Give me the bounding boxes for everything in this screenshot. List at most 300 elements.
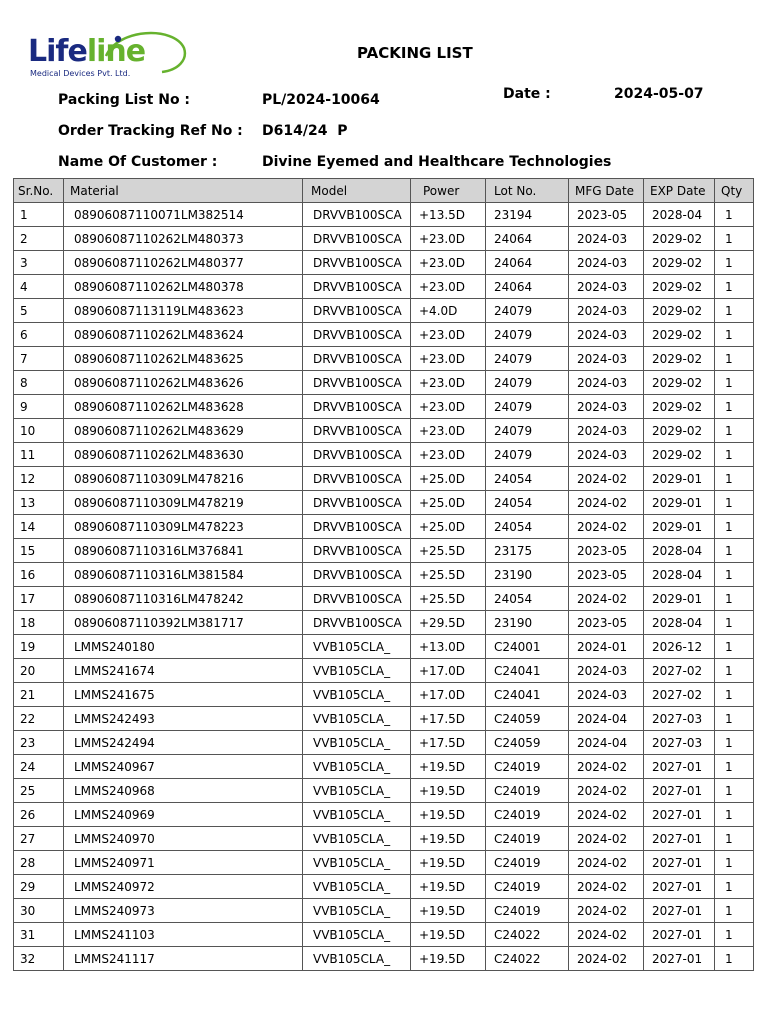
cell-lot-no: C24019 — [486, 755, 569, 779]
packing-items-table — [13, 178, 754, 971]
cell-sr-no: 29 — [14, 875, 64, 899]
cell-qty: 1 — [715, 539, 754, 563]
cell-power: +23.0D — [411, 227, 486, 251]
cell-qty: 1 — [715, 467, 754, 491]
cell-power: +25.5D — [411, 563, 486, 587]
cell-qty: 1 — [715, 299, 754, 323]
cell-qty: 1 — [715, 515, 754, 539]
cell-sr-no: 16 — [14, 563, 64, 587]
cell-lot-no: 24079 — [486, 395, 569, 419]
cell-model: DRVVB100SCA — [303, 347, 411, 371]
cell-material: LMMS240967 — [64, 755, 303, 779]
cell-qty: 1 — [715, 419, 754, 443]
cell-lot-no: 24064 — [486, 251, 569, 275]
cell-qty: 1 — [715, 755, 754, 779]
table-row — [14, 659, 754, 683]
col-header-qty: Qty — [715, 179, 754, 203]
col-header-sr-no: Sr.No. — [14, 179, 64, 203]
cell-lot-no: 24079 — [486, 419, 569, 443]
cell-sr-no: 8 — [14, 371, 64, 395]
cell-qty: 1 — [715, 395, 754, 419]
cell-mfg-date: 2024-03 — [569, 227, 644, 251]
cell-qty: 1 — [715, 779, 754, 803]
cell-exp-date: 2027-01 — [644, 851, 715, 875]
cell-mfg-date: 2024-02 — [569, 875, 644, 899]
table-row — [14, 203, 754, 227]
cell-power: +4.0D — [411, 299, 486, 323]
order-ref-value: D614/24 P — [262, 123, 348, 139]
cell-model: DRVVB100SCA — [303, 467, 411, 491]
table-row — [14, 923, 754, 947]
cell-lot-no: 23190 — [486, 611, 569, 635]
cell-material: LMMS240968 — [64, 779, 303, 803]
cell-material: LMMS241117 — [64, 947, 303, 971]
cell-material: 08906087110262LM483624 — [64, 323, 303, 347]
cell-qty: 1 — [715, 827, 754, 851]
table-row — [14, 635, 754, 659]
cell-sr-no: 6 — [14, 323, 64, 347]
cell-power: +23.0D — [411, 251, 486, 275]
cell-sr-no: 17 — [14, 587, 64, 611]
cell-material: LMMS242493 — [64, 707, 303, 731]
cell-mfg-date: 2024-03 — [569, 371, 644, 395]
cell-qty: 1 — [715, 347, 754, 371]
cell-model: VVB105CLA_ — [303, 683, 411, 707]
cell-sr-no: 21 — [14, 683, 64, 707]
cell-sr-no: 2 — [14, 227, 64, 251]
cell-lot-no: 24064 — [486, 275, 569, 299]
cell-model: VVB105CLA_ — [303, 923, 411, 947]
cell-mfg-date: 2024-03 — [569, 347, 644, 371]
cell-power: +19.5D — [411, 899, 486, 923]
packing-list-no-label: Packing List No : — [58, 92, 191, 108]
cell-material: LMMS240972 — [64, 875, 303, 899]
cell-lot-no: C24019 — [486, 851, 569, 875]
table-row — [14, 707, 754, 731]
cell-exp-date: 2029-02 — [644, 443, 715, 467]
col-header-mfg-date: MFG Date — [569, 179, 644, 203]
cell-model: VVB105CLA_ — [303, 851, 411, 875]
col-header-power: Power — [411, 179, 486, 203]
cell-model: DRVVB100SCA — [303, 323, 411, 347]
cell-sr-no: 5 — [14, 299, 64, 323]
cell-exp-date: 2028-04 — [644, 539, 715, 563]
cell-mfg-date: 2024-02 — [569, 851, 644, 875]
cell-exp-date: 2027-01 — [644, 755, 715, 779]
cell-material: LMMS241103 — [64, 923, 303, 947]
table-row — [14, 251, 754, 275]
cell-power: +23.0D — [411, 443, 486, 467]
cell-mfg-date: 2024-02 — [569, 467, 644, 491]
cell-sr-no: 27 — [14, 827, 64, 851]
cell-lot-no: 24079 — [486, 443, 569, 467]
cell-power: +19.5D — [411, 779, 486, 803]
cell-qty: 1 — [715, 491, 754, 515]
cell-power: +23.0D — [411, 275, 486, 299]
table-row — [14, 539, 754, 563]
cell-mfg-date: 2023-05 — [569, 203, 644, 227]
cell-lot-no: C24059 — [486, 731, 569, 755]
cell-sr-no: 11 — [14, 443, 64, 467]
cell-power: +23.0D — [411, 347, 486, 371]
cell-material: 08906087110309LM478223 — [64, 515, 303, 539]
cell-material: LMMS240969 — [64, 803, 303, 827]
table-row — [14, 395, 754, 419]
cell-material: 08906087110309LM478216 — [64, 467, 303, 491]
cell-mfg-date: 2024-03 — [569, 419, 644, 443]
cell-power: +13.0D — [411, 635, 486, 659]
cell-exp-date: 2029-02 — [644, 347, 715, 371]
cell-lot-no: 24054 — [486, 515, 569, 539]
cell-exp-date: 2027-01 — [644, 875, 715, 899]
table-row — [14, 419, 754, 443]
cell-exp-date: 2027-02 — [644, 659, 715, 683]
table-row — [14, 467, 754, 491]
cell-exp-date: 2028-04 — [644, 563, 715, 587]
table-row — [14, 515, 754, 539]
cell-model: DRVVB100SCA — [303, 587, 411, 611]
cell-sr-no: 12 — [14, 467, 64, 491]
cell-power: +13.5D — [411, 203, 486, 227]
cell-sr-no: 31 — [14, 923, 64, 947]
table-row — [14, 851, 754, 875]
cell-exp-date: 2029-02 — [644, 323, 715, 347]
cell-exp-date: 2027-01 — [644, 899, 715, 923]
cell-exp-date: 2029-01 — [644, 587, 715, 611]
cell-mfg-date: 2024-02 — [569, 827, 644, 851]
cell-exp-date: 2028-04 — [644, 611, 715, 635]
cell-lot-no: C24022 — [486, 923, 569, 947]
cell-qty: 1 — [715, 659, 754, 683]
cell-model: DRVVB100SCA — [303, 227, 411, 251]
cell-material: 08906087110316LM376841 — [64, 539, 303, 563]
cell-qty: 1 — [715, 371, 754, 395]
cell-lot-no: C24019 — [486, 779, 569, 803]
cell-mfg-date: 2024-04 — [569, 707, 644, 731]
cell-sr-no: 30 — [14, 899, 64, 923]
cell-material: 08906087110262LM480377 — [64, 251, 303, 275]
cell-sr-no: 22 — [14, 707, 64, 731]
table-row — [14, 227, 754, 251]
date-value: 2024-05-07 — [614, 86, 704, 102]
cell-sr-no: 14 — [14, 515, 64, 539]
cell-model: VVB105CLA_ — [303, 731, 411, 755]
table-row — [14, 731, 754, 755]
table-row — [14, 947, 754, 971]
logo-subtitle: Medical Devices Pvt. Ltd. — [30, 69, 131, 78]
table-row — [14, 323, 754, 347]
cell-qty: 1 — [715, 611, 754, 635]
cell-lot-no: 24054 — [486, 491, 569, 515]
cell-sr-no: 13 — [14, 491, 64, 515]
date-label: Date : — [503, 86, 551, 102]
cell-mfg-date: 2024-03 — [569, 395, 644, 419]
company-logo — [28, 30, 168, 82]
cell-qty: 1 — [715, 227, 754, 251]
cell-model: DRVVB100SCA — [303, 491, 411, 515]
cell-exp-date: 2027-01 — [644, 803, 715, 827]
cell-power: +25.5D — [411, 539, 486, 563]
cell-material: 08906087110262LM483629 — [64, 419, 303, 443]
cell-power: +17.5D — [411, 707, 486, 731]
table-row — [14, 443, 754, 467]
cell-lot-no: 24054 — [486, 587, 569, 611]
cell-material: 08906087110262LM483628 — [64, 395, 303, 419]
cell-power: +17.0D — [411, 659, 486, 683]
cell-sr-no: 10 — [14, 419, 64, 443]
cell-mfg-date: 2024-04 — [569, 731, 644, 755]
cell-exp-date: 2027-01 — [644, 947, 715, 971]
cell-material: 08906087110316LM381584 — [64, 563, 303, 587]
cell-sr-no: 4 — [14, 275, 64, 299]
table-row — [14, 491, 754, 515]
table-row — [14, 827, 754, 851]
logo-wordmark: Lifeline — [28, 34, 146, 69]
cell-model: DRVVB100SCA — [303, 371, 411, 395]
cell-material: 08906087110262LM480373 — [64, 227, 303, 251]
cell-material: 08906087110262LM480378 — [64, 275, 303, 299]
cell-power: +19.5D — [411, 803, 486, 827]
cell-power: +17.0D — [411, 683, 486, 707]
cell-exp-date: 2027-01 — [644, 923, 715, 947]
cell-mfg-date: 2024-02 — [569, 587, 644, 611]
cell-power: +29.5D — [411, 611, 486, 635]
cell-qty: 1 — [715, 563, 754, 587]
cell-material: LMMS240973 — [64, 899, 303, 923]
cell-mfg-date: 2023-05 — [569, 563, 644, 587]
cell-qty: 1 — [715, 683, 754, 707]
cell-lot-no: 23175 — [486, 539, 569, 563]
cell-material: LMMS240971 — [64, 851, 303, 875]
cell-mfg-date: 2023-05 — [569, 539, 644, 563]
col-header-model: Model — [303, 179, 411, 203]
cell-model: VVB105CLA_ — [303, 779, 411, 803]
cell-qty: 1 — [715, 203, 754, 227]
cell-qty: 1 — [715, 707, 754, 731]
cell-exp-date: 2028-04 — [644, 203, 715, 227]
cell-sr-no: 23 — [14, 731, 64, 755]
cell-model: DRVVB100SCA — [303, 419, 411, 443]
cell-sr-no: 28 — [14, 851, 64, 875]
cell-mfg-date: 2024-02 — [569, 755, 644, 779]
cell-model: VVB105CLA_ — [303, 755, 411, 779]
cell-power: +25.0D — [411, 491, 486, 515]
cell-power: +19.5D — [411, 923, 486, 947]
cell-lot-no: C24001 — [486, 635, 569, 659]
cell-mfg-date: 2024-03 — [569, 659, 644, 683]
cell-power: +19.5D — [411, 755, 486, 779]
cell-lot-no: 23194 — [486, 203, 569, 227]
cell-mfg-date: 2024-03 — [569, 323, 644, 347]
cell-sr-no: 24 — [14, 755, 64, 779]
cell-model: VVB105CLA_ — [303, 899, 411, 923]
cell-power: +19.5D — [411, 851, 486, 875]
table-row — [14, 563, 754, 587]
table-row — [14, 371, 754, 395]
cell-exp-date: 2029-01 — [644, 491, 715, 515]
table-row — [14, 275, 754, 299]
cell-sr-no: 19 — [14, 635, 64, 659]
cell-power: +25.5D — [411, 587, 486, 611]
cell-exp-date: 2026-12 — [644, 635, 715, 659]
cell-material: 08906087110262LM483626 — [64, 371, 303, 395]
cell-model: VVB105CLA_ — [303, 947, 411, 971]
cell-model: DRVVB100SCA — [303, 275, 411, 299]
cell-model: VVB105CLA_ — [303, 659, 411, 683]
cell-qty: 1 — [715, 947, 754, 971]
table-row — [14, 587, 754, 611]
cell-exp-date: 2029-02 — [644, 419, 715, 443]
cell-model: DRVVB100SCA — [303, 251, 411, 275]
cell-qty: 1 — [715, 251, 754, 275]
customer-value: Divine Eyemed and Healthcare Technologies — [262, 154, 612, 170]
cell-material: LMMS240970 — [64, 827, 303, 851]
cell-exp-date: 2027-01 — [644, 779, 715, 803]
cell-sr-no: 9 — [14, 395, 64, 419]
cell-lot-no: C24041 — [486, 683, 569, 707]
cell-power: +19.5D — [411, 827, 486, 851]
cell-material: LMMS240180 — [64, 635, 303, 659]
cell-mfg-date: 2023-05 — [569, 611, 644, 635]
cell-lot-no: C24019 — [486, 803, 569, 827]
cell-lot-no: 24079 — [486, 371, 569, 395]
cell-qty: 1 — [715, 275, 754, 299]
cell-material: 08906087110392LM381717 — [64, 611, 303, 635]
table-row — [14, 803, 754, 827]
table-header-row — [14, 179, 754, 203]
cell-mfg-date: 2024-02 — [569, 947, 644, 971]
cell-power: +23.0D — [411, 395, 486, 419]
cell-model: DRVVB100SCA — [303, 395, 411, 419]
cell-model: VVB105CLA_ — [303, 635, 411, 659]
cell-power: +19.5D — [411, 947, 486, 971]
cell-model: DRVVB100SCA — [303, 611, 411, 635]
table-row — [14, 299, 754, 323]
cell-material: 08906087110262LM483625 — [64, 347, 303, 371]
cell-lot-no: 24079 — [486, 323, 569, 347]
cell-qty: 1 — [715, 875, 754, 899]
cell-mfg-date: 2024-02 — [569, 803, 644, 827]
cell-material: 08906087110071LM382514 — [64, 203, 303, 227]
cell-qty: 1 — [715, 923, 754, 947]
cell-lot-no: 24079 — [486, 347, 569, 371]
cell-mfg-date: 2024-01 — [569, 635, 644, 659]
cell-mfg-date: 2024-03 — [569, 443, 644, 467]
cell-exp-date: 2029-02 — [644, 227, 715, 251]
cell-sr-no: 20 — [14, 659, 64, 683]
cell-exp-date: 2029-02 — [644, 371, 715, 395]
table-row — [14, 683, 754, 707]
cell-model: DRVVB100SCA — [303, 299, 411, 323]
cell-power: +23.0D — [411, 419, 486, 443]
cell-model: VVB105CLA_ — [303, 707, 411, 731]
cell-exp-date: 2027-01 — [644, 827, 715, 851]
cell-power: +17.5D — [411, 731, 486, 755]
table-row — [14, 899, 754, 923]
cell-lot-no: 24079 — [486, 299, 569, 323]
cell-model: DRVVB100SCA — [303, 563, 411, 587]
cell-lot-no: C24019 — [486, 899, 569, 923]
cell-exp-date: 2027-03 — [644, 707, 715, 731]
cell-exp-date: 2029-01 — [644, 467, 715, 491]
cell-qty: 1 — [715, 851, 754, 875]
cell-sr-no: 1 — [14, 203, 64, 227]
cell-exp-date: 2029-02 — [644, 395, 715, 419]
cell-material: 08906087110309LM478219 — [64, 491, 303, 515]
cell-lot-no: 23190 — [486, 563, 569, 587]
cell-power: +19.5D — [411, 875, 486, 899]
cell-lot-no: C24019 — [486, 875, 569, 899]
cell-model: DRVVB100SCA — [303, 539, 411, 563]
cell-material: 08906087113119LM483623 — [64, 299, 303, 323]
cell-material: LMMS241675 — [64, 683, 303, 707]
cell-sr-no: 18 — [14, 611, 64, 635]
cell-qty: 1 — [715, 731, 754, 755]
cell-lot-no: C24059 — [486, 707, 569, 731]
cell-power: +25.0D — [411, 467, 486, 491]
table-row — [14, 611, 754, 635]
cell-lot-no: 24054 — [486, 467, 569, 491]
cell-qty: 1 — [715, 635, 754, 659]
cell-mfg-date: 2024-03 — [569, 251, 644, 275]
cell-mfg-date: 2024-02 — [569, 515, 644, 539]
order-ref-label: Order Tracking Ref No : — [58, 123, 243, 139]
table-row — [14, 875, 754, 899]
cell-power: +23.0D — [411, 323, 486, 347]
cell-exp-date: 2029-02 — [644, 275, 715, 299]
cell-mfg-date: 2024-02 — [569, 491, 644, 515]
cell-exp-date: 2029-01 — [644, 515, 715, 539]
cell-mfg-date: 2024-02 — [569, 923, 644, 947]
cell-qty: 1 — [715, 443, 754, 467]
document-title: PACKING LIST — [357, 44, 473, 62]
table-row — [14, 779, 754, 803]
cell-model: VVB105CLA_ — [303, 803, 411, 827]
cell-exp-date: 2029-02 — [644, 299, 715, 323]
col-header-material: Material — [64, 179, 303, 203]
cell-qty: 1 — [715, 323, 754, 347]
cell-material: LMMS242494 — [64, 731, 303, 755]
cell-model: VVB105CLA_ — [303, 875, 411, 899]
cell-mfg-date: 2024-02 — [569, 779, 644, 803]
cell-model: DRVVB100SCA — [303, 203, 411, 227]
cell-qty: 1 — [715, 587, 754, 611]
cell-lot-no: C24022 — [486, 947, 569, 971]
table-row — [14, 755, 754, 779]
col-header-lot-no: Lot No. — [486, 179, 569, 203]
cell-exp-date: 2027-02 — [644, 683, 715, 707]
cell-material: 08906087110316LM478242 — [64, 587, 303, 611]
col-header-exp-date: EXP Date — [644, 179, 715, 203]
cell-model: DRVVB100SCA — [303, 515, 411, 539]
cell-lot-no: 24064 — [486, 227, 569, 251]
cell-model: VVB105CLA_ — [303, 827, 411, 851]
cell-exp-date: 2029-02 — [644, 251, 715, 275]
cell-material: 08906087110262LM483630 — [64, 443, 303, 467]
cell-power: +25.0D — [411, 515, 486, 539]
customer-label: Name Of Customer : — [58, 154, 218, 170]
cell-qty: 1 — [715, 899, 754, 923]
packing-list-no-value: PL/2024-10064 — [262, 92, 380, 108]
cell-lot-no: C24019 — [486, 827, 569, 851]
cell-model: DRVVB100SCA — [303, 443, 411, 467]
table-row — [14, 347, 754, 371]
cell-power: +23.0D — [411, 371, 486, 395]
cell-sr-no: 32 — [14, 947, 64, 971]
cell-sr-no: 26 — [14, 803, 64, 827]
cell-sr-no: 15 — [14, 539, 64, 563]
cell-sr-no: 25 — [14, 779, 64, 803]
